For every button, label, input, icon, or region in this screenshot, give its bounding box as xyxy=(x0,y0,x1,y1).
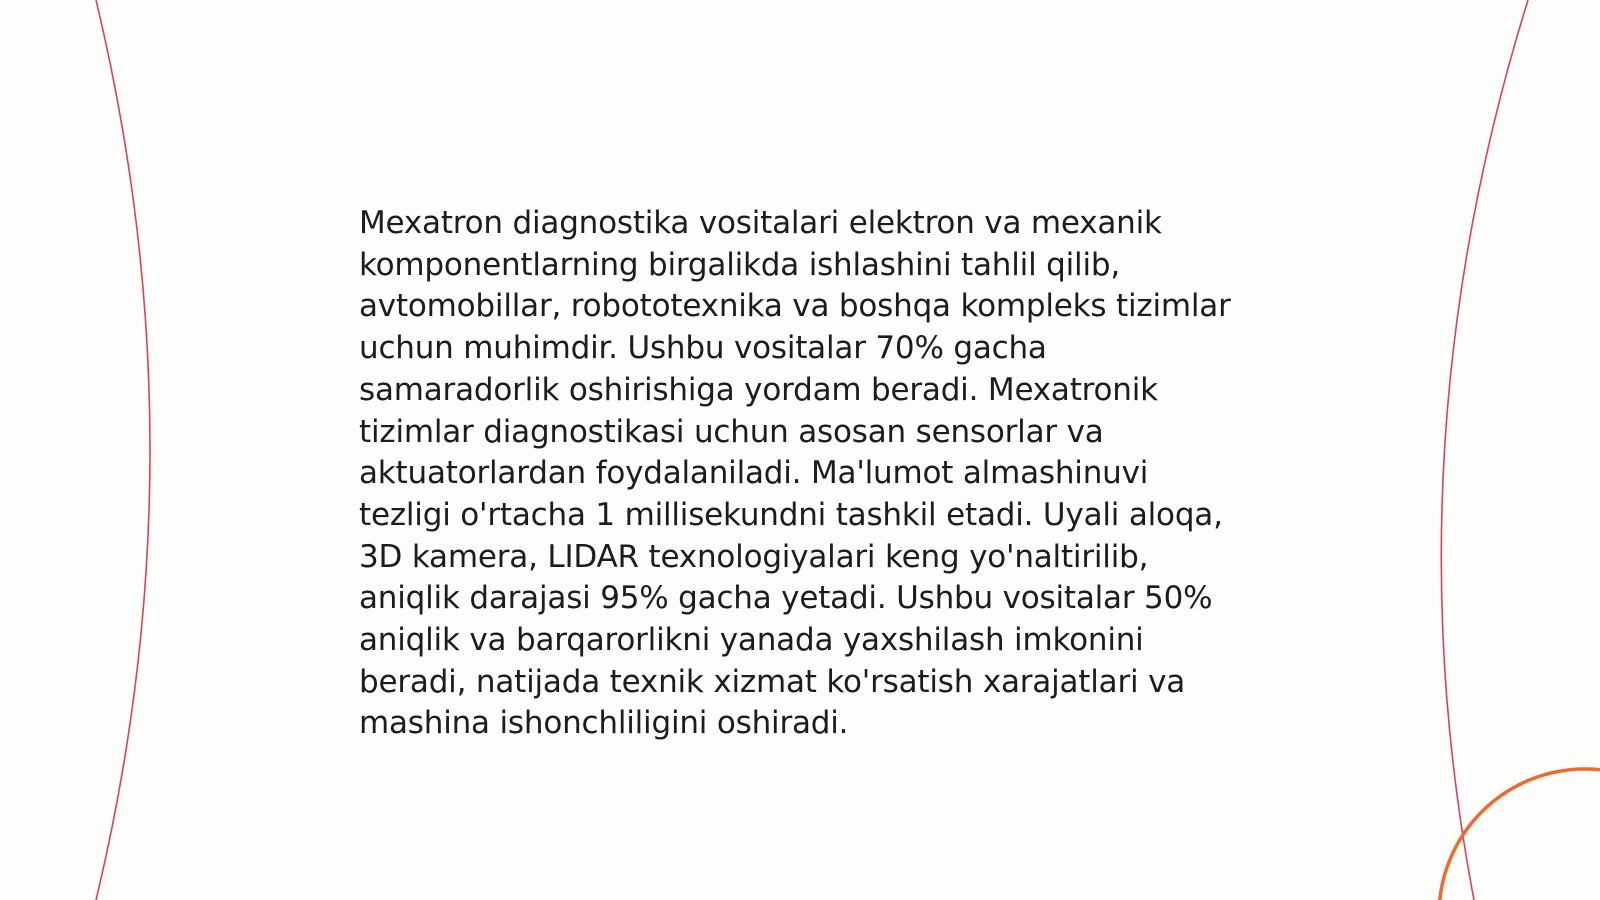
left-curve-line xyxy=(96,0,150,900)
right-curve-line xyxy=(1441,0,1528,900)
body-paragraph: Mexatron diagnostika vositalari elektron va mexanik komponentlarning birgalikda ishlashini tahlil qilib, avtomobillar, robototexnika va boshqa kompleks tizimlar uchun muhimdir. Ushbu vositalar 70% gacha samaradorlik oshirishiga yordam beradi. Mexatronik tizimlar diagnostikasi uchun asosan sensorlar va aktuatorlardan foydalaniladi. Ma'lumot almashinuvi tezligi o'rtacha 1 millisekundni tashkil etadi. Uyali aloqa, 3D kamera, LIDAR texnologiyalari keng yo'naltirilib, aniqlik darajasi 95% gacha yetadi. Ushbu vositalar 50% aniqlik va barqarorlikni yanada yaxshilash imkonini beradi, natijada texnik xizmat ko'rsatish xarajatlari va mashina ishonchliligini oshiradi. xyxy=(359,205,1231,742)
orange-circle-outline xyxy=(1439,769,1600,900)
